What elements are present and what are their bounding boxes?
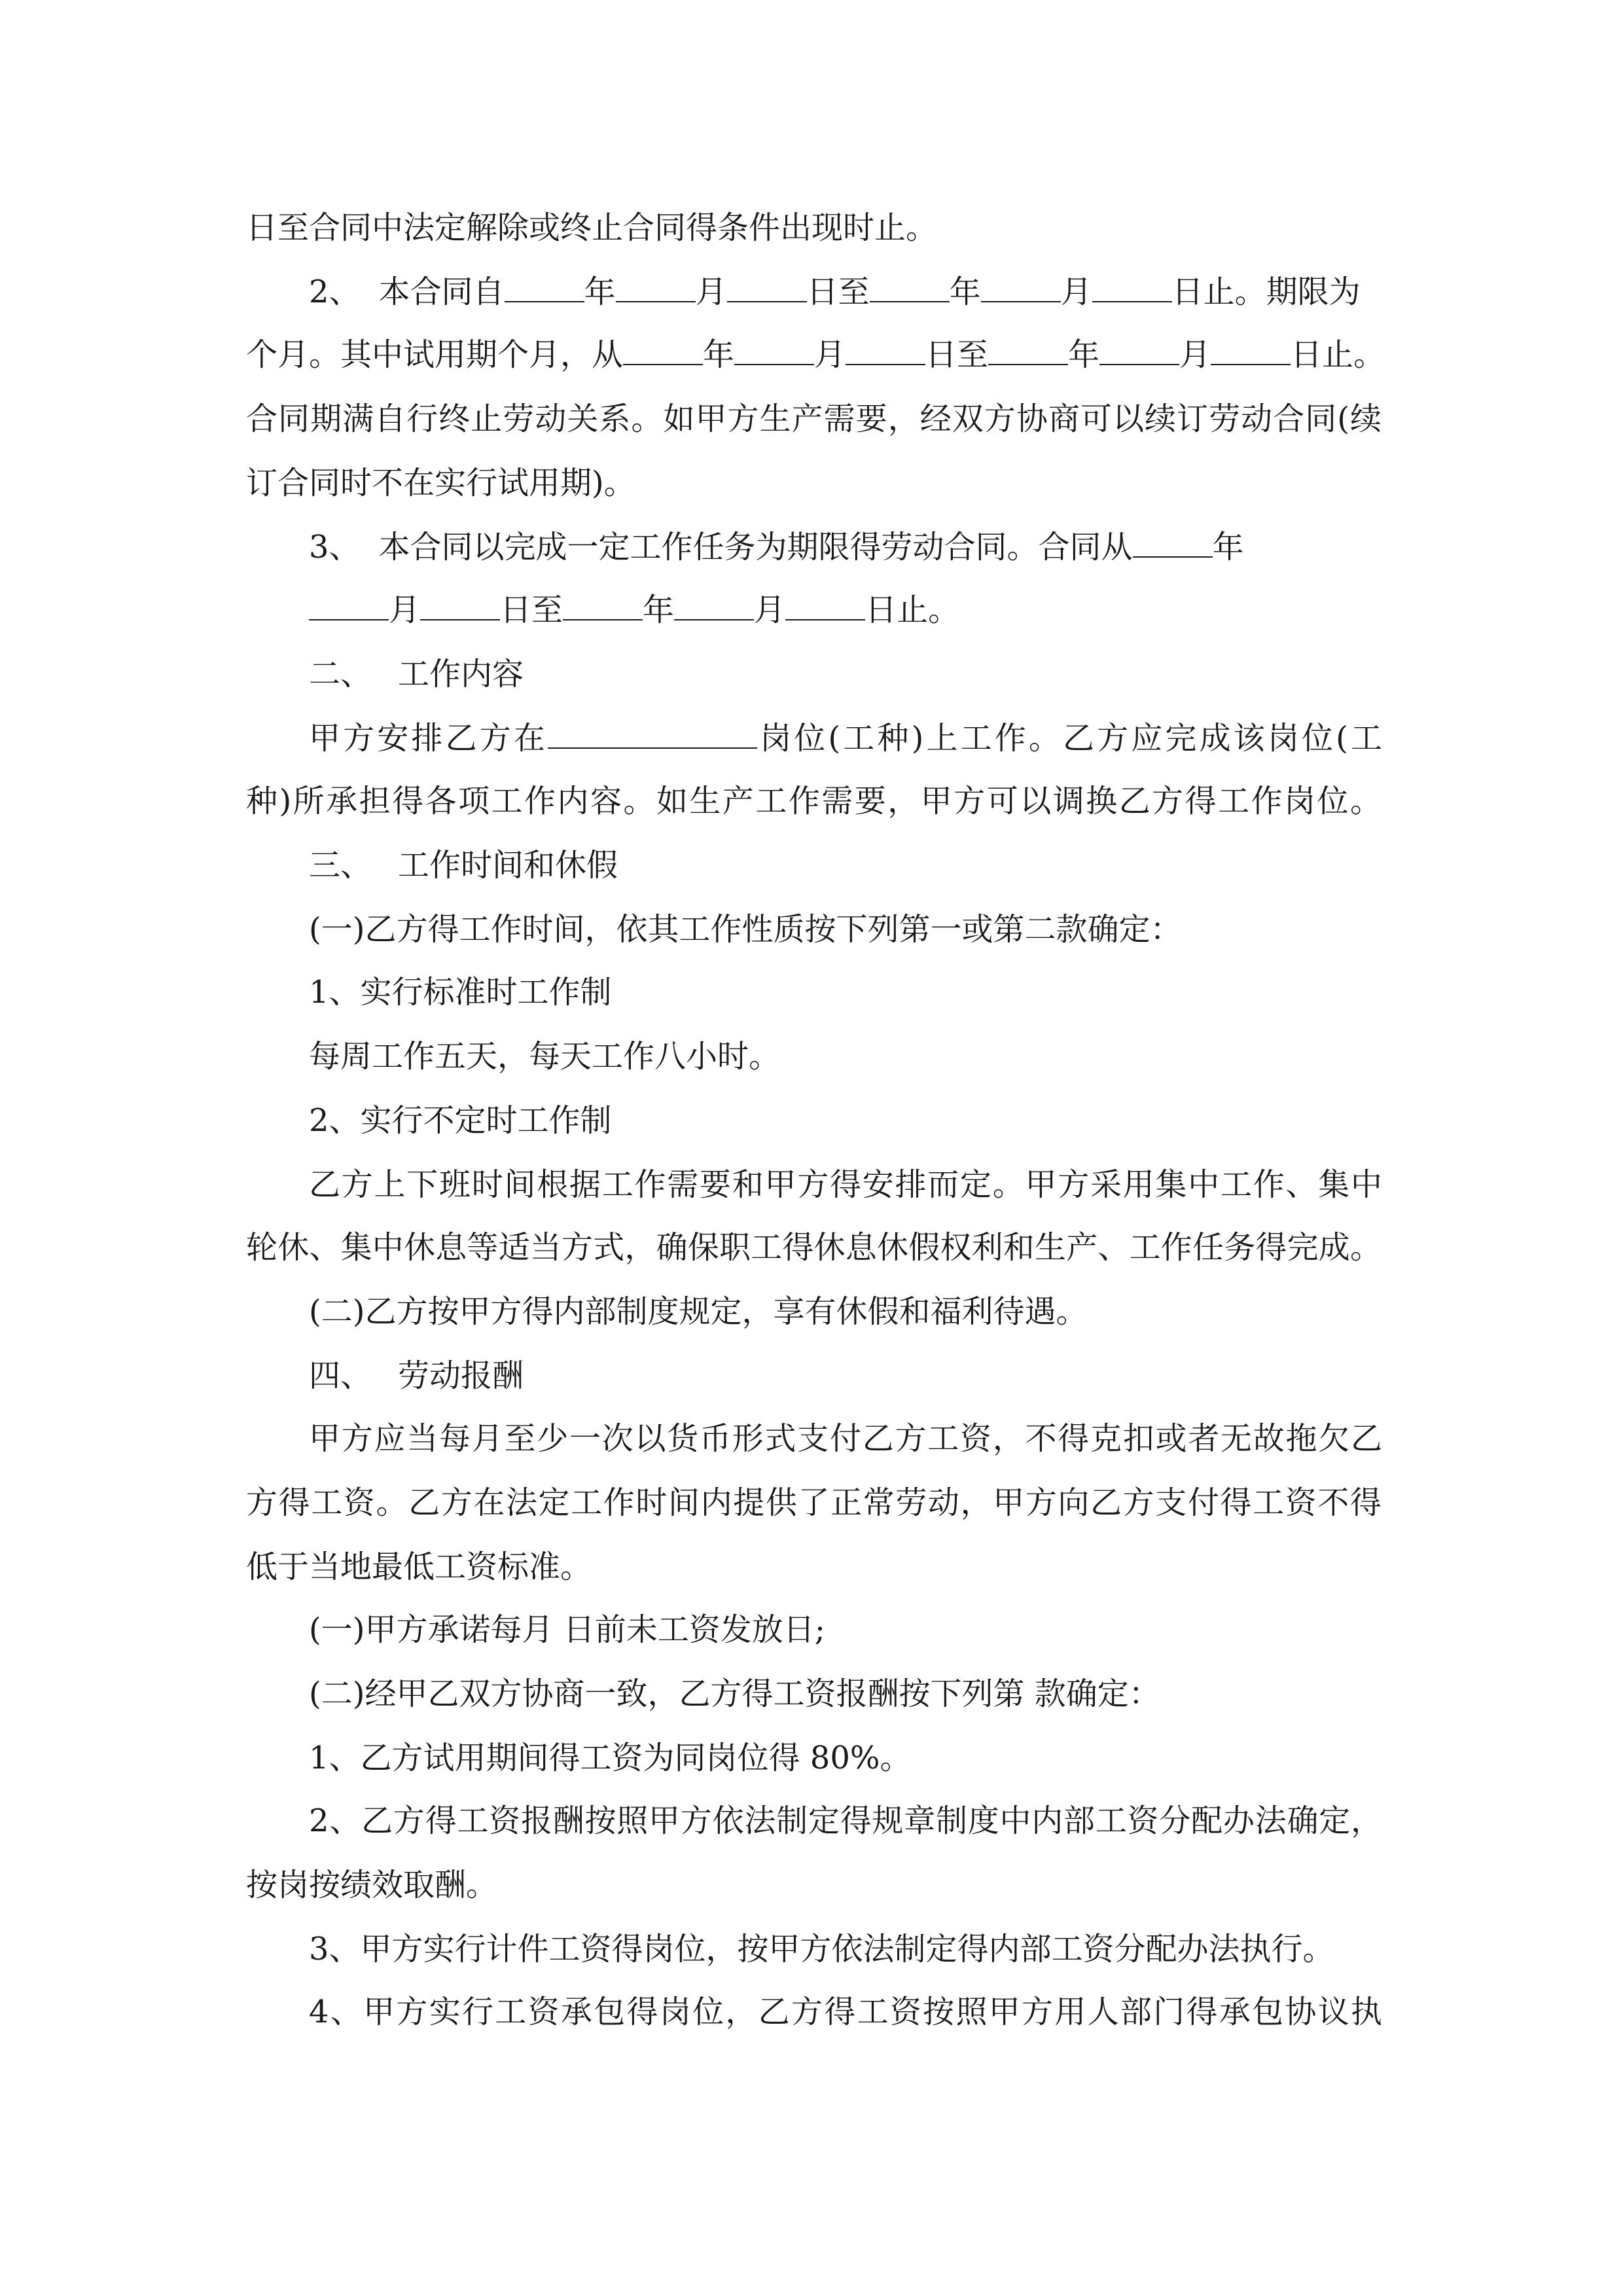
blank-field	[727, 274, 807, 302]
paragraph-line: (二)乙方按甲方得内部制度规定，享有休假和福利待遇。	[309, 1293, 1088, 1330]
paragraph-line: 日至合同中法定解除或终止合同得条件出现时止。	[246, 209, 938, 246]
section-number: 三、	[309, 847, 372, 884]
section-title: 工作时间和休假	[398, 847, 618, 884]
blank-field	[309, 592, 389, 620]
paragraph-line: 按岗按绩效取酬。	[246, 1867, 498, 1903]
blank-field	[981, 274, 1061, 302]
paragraph-line: 1、实行标准时工作制	[309, 974, 612, 1011]
paragraph-line: 2、乙方得工资报酬按照甲方依法制定得规章制度中内部工资分配办法确定，	[309, 1803, 1382, 1839]
paragraph-line: 订合同时不在实行试用期)。	[246, 465, 635, 501]
section-number: 二、	[309, 656, 372, 692]
clause-3-line-2: 月 日至 年 月 日止。	[309, 590, 1382, 630]
blank-field	[616, 274, 696, 302]
paragraph-line: 3、甲方实行计件工资得岗位，按甲方依法制定得内部工资分配办法执行。	[309, 1931, 1334, 1967]
paragraph-line: 轮休、集中休息等适当方式，确保职工得休息休假权利和生产、工作任务得完成。	[246, 1229, 1382, 1266]
paragraph-line: 每周工作五天，每天工作八小时。	[309, 1038, 781, 1075]
blank-field	[785, 592, 865, 620]
clause-number: 2、	[309, 274, 361, 310]
blank-field	[1092, 274, 1172, 302]
blank-field	[1099, 336, 1179, 365]
paragraph-line: 4、甲方实行工资承包得岗位，乙方得工资按照甲方用人部门得承包协议执	[309, 1994, 1382, 2030]
blank-field	[420, 592, 500, 620]
blank-field	[988, 336, 1068, 365]
paragraph-line: (一)甲方承诺每月 日前未工资发放日;	[309, 1611, 825, 1648]
paragraph-line: 方得工资。乙方在法定工作时间内提供了正常劳动，甲方向乙方支付得工资不得	[246, 1484, 1382, 1521]
clause-number: 3、	[309, 529, 361, 565]
blank-field	[846, 336, 925, 365]
section-heading	[309, 655, 1382, 694]
paragraph-line: 1、乙方试用期间得工资为同岗位得 80%。	[309, 1740, 912, 1776]
blank-field	[548, 720, 757, 749]
paragraph-line: (一)乙方得工作时间，依其工作性质按下列第一或第二款确定：	[309, 911, 1182, 948]
paragraph-line: 种)所承担得各项工作内容。如生产工作需要，甲方可以调换乙方得工作岗位。	[246, 783, 1382, 819]
blank-field	[674, 592, 754, 620]
section-heading	[309, 1356, 1382, 1395]
blank-field	[563, 592, 643, 620]
paragraph-line: 甲方安排乙方在 岗位(工种)上工作。乙方应完成该岗位(工	[309, 720, 1382, 757]
paragraph-line: 乙方上下班时间根据工作需要和甲方得安排而定。甲方采用集中工作、集中	[309, 1166, 1382, 1203]
blank-field	[1211, 336, 1291, 365]
section-title: 工作内容	[398, 656, 524, 692]
clause-2-line-2: 个月。其中试用期个月，从 年 月 日至 年 月 日止。	[246, 336, 1385, 373]
blank-field	[505, 274, 584, 302]
section-heading	[309, 846, 1382, 885]
blank-field	[734, 336, 814, 365]
blank-field	[623, 336, 703, 365]
paragraph-line: 甲方应当每月至少一次以货币形式支付乙方工资，不得克扣或者无故拖欠乙	[309, 1420, 1382, 1457]
paragraph-line: 2、实行不定时工作制	[309, 1102, 612, 1139]
paragraph-line: 低于当地最低工资标准。	[246, 1549, 592, 1585]
paragraph-line: 合同期满自行终止劳动关系。如甲方生产需要，经双方协商可以续订劳动合同(续	[246, 401, 1382, 437]
blank-field	[1133, 529, 1213, 558]
clause-2-line-1: 2、 本合同自 年 月 日至 年 月 日止。期限为	[309, 274, 1361, 310]
section-number: 四、	[309, 1357, 372, 1394]
blank-field	[870, 274, 950, 302]
clause-3-line-1: 3、 本合同以完成一定工作任务为期限得劳动合同。合同从 年	[309, 529, 1244, 565]
paragraph-line: (二)经甲乙双方协商一致，乙方得工资报酬按下列第 款确定：	[309, 1676, 1160, 1712]
section-title: 劳动报酬	[398, 1357, 524, 1394]
